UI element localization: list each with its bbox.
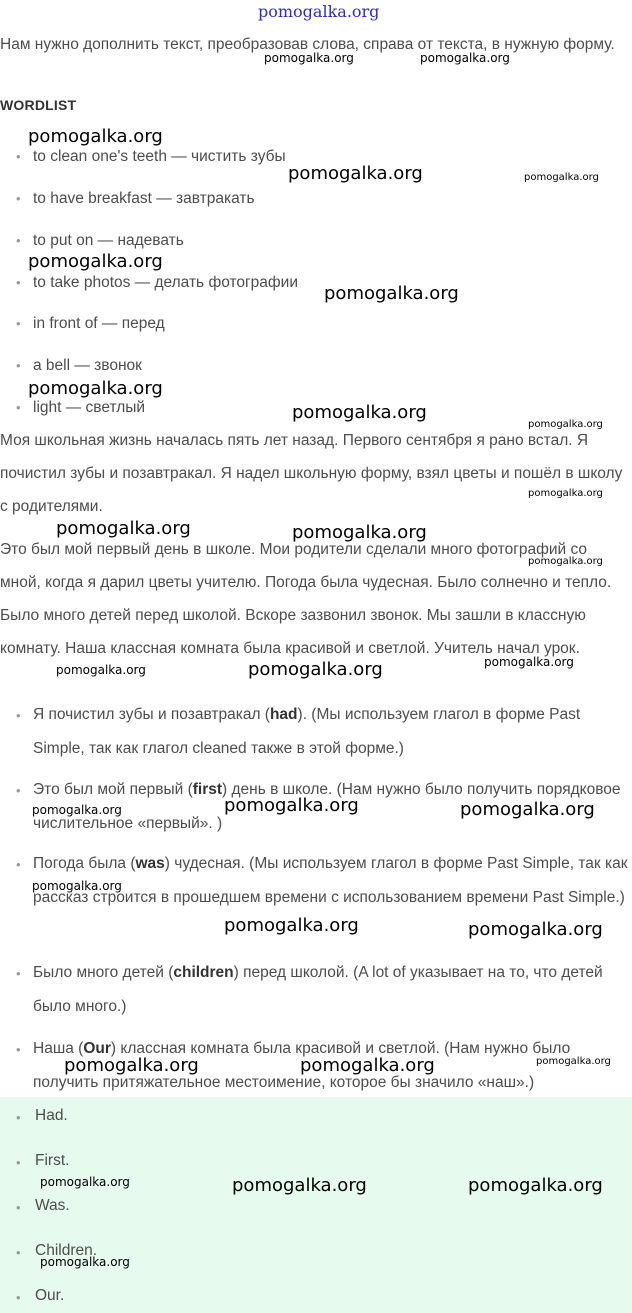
instruction-text: Нам нужно дополнить текст, преобразовав слова, справа от текста, в нужную форму. xyxy=(0,36,615,53)
bullet: • xyxy=(16,1200,21,1215)
watermark: pomogalka.org xyxy=(28,251,163,272)
bullet: • xyxy=(16,857,21,872)
watermark: pomogalka.org xyxy=(32,879,122,893)
watermark: pomogalka.org xyxy=(484,655,574,669)
explanation-before: Наша ( xyxy=(33,1040,84,1057)
watermark: pomogalka.org xyxy=(528,556,603,567)
watermark: pomogalka.org xyxy=(460,799,595,820)
wordlist-item-text: light — светлый xyxy=(33,399,146,416)
watermark: pomogalka.org xyxy=(288,163,423,184)
watermark: pomogalka.org xyxy=(300,1055,435,1076)
explanation-after: ) чудесная. (Мы используем глагол в форме Past Simple, так как рассказ строится в прошедшем времени с использованием времени Past Simple.) xyxy=(33,855,628,906)
wordlist-item-text: to take photos — делать фотографии xyxy=(33,274,298,291)
watermark: pomogalka.org xyxy=(232,1175,367,1196)
wordlist-item-text: to have breakfast — завтракать xyxy=(33,190,255,207)
wordlist-item-text: a bell — звонок xyxy=(33,357,142,374)
bullet: • xyxy=(16,275,21,290)
story-paragraph-1: Моя школьная жизнь началась пять лет назад. Первого сентября я рано встал. Я почистил зубы и позавтракал. Я надел школьную форму, взял цветы и пошёл в школу с родителями. xyxy=(0,432,623,515)
answer-word: children xyxy=(173,964,234,981)
bullet: • xyxy=(16,316,21,331)
story-paragraph-2: Это был мой первый день в школе. Мои родители сделали много фотографий со мной, когда я дарил цветы учителю. Погода была чудесная. Было солнечно и тепло. Было много детей перед школой. Вскоре зазвонил звонок. Мы зашли в классную комнату. Наша классная комната была красивой и светлой. Учитель начал урок. xyxy=(0,541,612,657)
bullet: • xyxy=(16,400,21,415)
watermark: pomogalka.org xyxy=(292,402,427,423)
explanation-text xyxy=(33,847,629,915)
explanation-after: ). (Мы используем глагол в форме Past Simple, так как глагол cleaned также в этой форме.) xyxy=(33,706,581,757)
watermark: pomogalka.org xyxy=(224,915,359,936)
answer-item: First. xyxy=(35,1152,70,1169)
wordlist-item-text: to clean one's teeth — чистить зубы xyxy=(33,148,286,165)
answer-word: Our xyxy=(83,1040,111,1057)
bullet: • xyxy=(16,1042,21,1057)
bullet: • xyxy=(16,1155,21,1170)
watermark: pomogalka.org xyxy=(324,283,459,304)
bullet: • xyxy=(16,191,21,206)
watermark: pomogalka.org xyxy=(248,659,383,680)
bullet: • xyxy=(16,708,21,723)
explanation-after: ) перед школой. (A lot of указывает на то, что детей было много.) xyxy=(33,964,603,1015)
bullet: • xyxy=(16,1110,21,1125)
bullet: • xyxy=(16,1245,21,1260)
explanation-after: ) классная комната была красивой и светлой. (Нам нужно было получить притяжательное местоимение, которое бы значило «наш».) xyxy=(33,1040,571,1091)
bullet: • xyxy=(16,1290,21,1305)
answer-word: was xyxy=(135,855,165,872)
watermark: pomogalka.org xyxy=(524,172,599,183)
explanation-before: Было много детей ( xyxy=(33,964,174,981)
watermark: pomogalka.org xyxy=(40,1255,130,1269)
watermark-top: pomogalka.org xyxy=(258,2,380,21)
watermark: pomogalka.org xyxy=(40,1175,130,1189)
wordlist-item-text: in front of — перед xyxy=(33,315,165,332)
watermark: pomogalka.org xyxy=(468,919,603,940)
watermark: pomogalka.org xyxy=(64,1055,199,1076)
bullet: • xyxy=(16,233,21,248)
watermark: pomogalka.org xyxy=(420,51,510,65)
bullet: • xyxy=(16,149,21,164)
watermark: pomogalka.org xyxy=(28,378,163,399)
watermark: pomogalka.org xyxy=(468,1175,603,1196)
answer-item: Had. xyxy=(35,1107,68,1124)
explanation-before: Это был мой первый ( xyxy=(33,781,193,798)
explanation-before: Погода была ( xyxy=(33,855,136,872)
answer-word: first xyxy=(192,781,223,798)
watermark: pomogalka.org xyxy=(28,126,163,147)
watermark: pomogalka.org xyxy=(224,795,359,816)
watermark: pomogalka.org xyxy=(536,1056,611,1067)
watermark: pomogalka.org xyxy=(528,488,603,499)
watermark: pomogalka.org xyxy=(528,419,603,430)
watermark: pomogalka.org xyxy=(56,663,146,677)
bullet: • xyxy=(16,783,21,798)
answer-word: had xyxy=(269,706,298,723)
watermark: pomogalka.org xyxy=(32,803,122,817)
watermark: pomogalka.org xyxy=(292,522,427,543)
watermark: pomogalka.org xyxy=(56,518,191,539)
answer-item: Was. xyxy=(35,1197,70,1214)
wordlist-heading: WORDLIST xyxy=(0,97,77,113)
wordlist-item-text: to put on — надевать xyxy=(33,232,184,249)
explanation-text xyxy=(33,698,629,766)
explanation-before: Я почистил зубы и позавтракал ( xyxy=(33,706,270,723)
answer-item: Our. xyxy=(35,1287,65,1304)
explanation-text xyxy=(33,956,629,1024)
watermark: pomogalka.org xyxy=(264,51,354,65)
answer-item: Children. xyxy=(35,1242,98,1259)
explanation-after: ) день в школе. (Нам нужно было получить порядковое числительное «первый». ) xyxy=(33,781,621,832)
bullet: • xyxy=(16,966,21,981)
answers-panel xyxy=(0,1097,632,1313)
bullet: • xyxy=(16,358,21,373)
